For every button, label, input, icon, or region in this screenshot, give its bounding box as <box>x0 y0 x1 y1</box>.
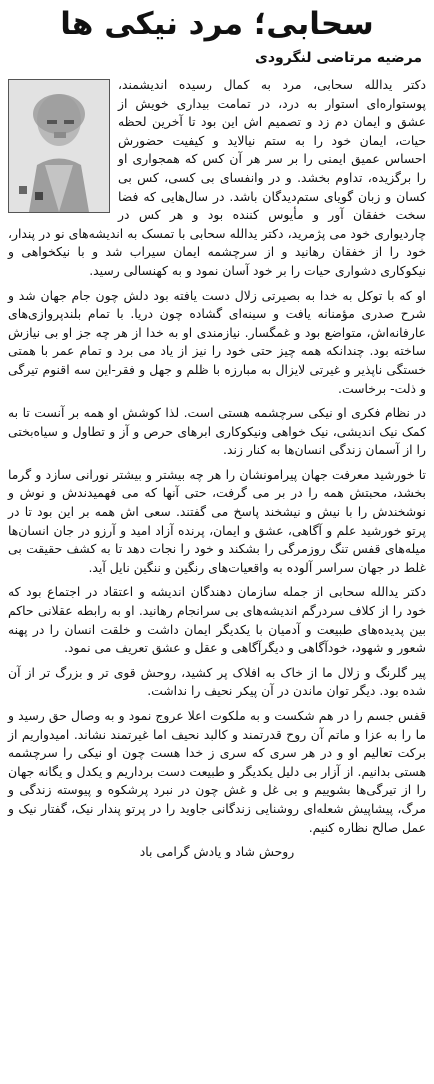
article-paragraph-6: پیر گلرنگ و زلال ما از خاک به افلاک پر کشید، روحش قوی تر و بزرگ تر از آن شده بود. دیگر توان ماندن در آن پیکر نحیف را نداشت. <box>8 664 426 699</box>
author-portrait <box>8 79 110 213</box>
article-paragraph-1-text: دکتر یدالله سحابی، مرد به کمال رسیده اندیشمند، پوستواره‌ای استوار به درد، در تمامت بیداری خویش از عشق و ایمان دم زد و تصمیم اش این بود تا آخرین لحظه حیات، ایمان خود را به ستم نیالاید و کیفیت حضورش احساس عمیق ایمنی را بر سر هر آن کس که همجواری او را برگزیده، تداوم بخشد. و در وانفسای بی کسی، کس بی کسان و زبان گویای ستم‌دیدگان باشد. در سال‌هایی که فضا سخت خفقان آور و مأیوس کننده بود و هر کس در چاردیواری خود می پژمرید، دکتر یدالله سحابی با تمسک به اندیشه‌های نو در پندار، خود را از خفقان رهانید و از سرچشمه ایمان سیراب شد و با نیکخواهی و نیکوکاری دشواری حیات را بر خود آسان نمود و به کهنسالی رسید. <box>8 77 426 278</box>
portrait-photo-icon <box>9 80 109 212</box>
article-paragraph-5: دکتر یدالله سحابی از جمله سازمان دهندگان اندیشه و اعتقاد در اجتماع بود که خود را از کلاف سردرگم اندیشه‌های بی سرانجام رهانید. او به رابطه عقلانی حاکم بین پدیده‌های طبیعت و آدمیان با یکدیگر ایمان داشت و خلقت انسان را در پهنه شعور و شهود، خودآگاهی و دیگرآگاهی و عقل و عشق تعریف می نمود. <box>8 584 426 656</box>
article-paragraph-2: او که با توکل به خدا به بصیرتی زلال دست یافته بود دلش چون جام جهان شد و شرح صدری مؤمنانه یافت و سینه‌ای گشاده چون دریا. با تمام بلندپروازی‌های عارفانه‌اش، متواضع بود و غمگسار. نیازمندی او به خدا از هر چه جز او بی نیازش ساخته بود. چندانکه همه چیز حتی خود را نیز از یاد می برد و تمام عمر با همتی خستگی ناپذیر و غیرتی لایزال به مبارزه با ظلم و جهل و فقر-این سه اقنوم تیرگی و ذلت- برخاست. <box>8 287 426 396</box>
article-body <box>8 76 426 868</box>
article-paragraph-7: قفس جسم را در هم شکست و به ملکوت اعلا عروج نمود و به وصال حق رسید و ما را به عزا و ماتم آن روح قدرتمند و کالبد نحیف اما غیرتمند نشاند. امیدواریم از برکت تعالیم او و در هر سری که سری ز خدا هست چون او نیکی را سرچشمه هستی بدانیم. از آزار بی دلیل یکدیگر و طبیعت دست برداریم و یکدل و یگانه جهان را از تیرگی‌ها بشوییم و بی غل و غش چون در نبرد پرشکوه و پیوسته زندگی و مرگ، پیشاپیش شعله‌ای روشنایی زندگانی جاوید را در پرتو پندار نیک، گفتار نیک و عمل صالح نظاره کنیم. <box>8 708 426 835</box>
article-closing: روحش شاد و یادش گرامی باد <box>139 844 295 860</box>
article-paragraph-3: در نظام فکری او نیکی سرچشمه هستی است. لذا کوشش او همه بر آنست تا به کمک نیک اندیشی، نیک خواهی ونیکوکاری ابرهای حرص و آز و تطاول و سیاه‌بختی را از آسمان زندگی انسان‌ها به کنار زند. <box>8 405 426 458</box>
article-paragraph-1 <box>8 76 426 281</box>
article-author: مرضیه مرتاضی لنگرودی <box>255 50 422 66</box>
article-title: سحابی؛ مرد نیکی ها <box>60 6 374 42</box>
article-paragraph-4: تا خورشید معرفت جهان پیرامونشان را هر چه بیشتر و بیشتر نورانی سازد و گرما بخشد، محبتش همه را در بر می گرفت، حتی آنها که می فهمیدندش و نوش و نوشخندش را با نیش و نیشخند پاسخ می گفتند. سعی اش همه بر این بود تا در پرتو خورشید علم و آگاهی، عشق و ایمان، پرنده آزاد امید و آرزو در جان انسان‌ها میله‌های قفس تنگ روزمرگی را بشکند و خود را نجات دهد تا به کشف حقیقت بی غلط در جهان سراسر آلوده به واقعیات‌های رنگین و ننگین نایل آید. <box>8 466 426 575</box>
